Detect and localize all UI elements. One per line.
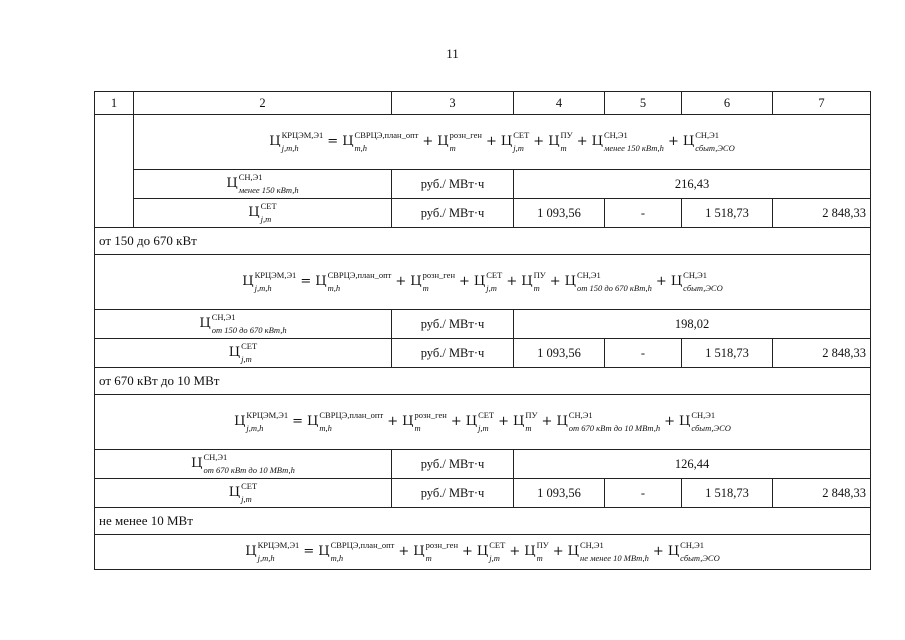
plus-sign: + (395, 274, 407, 290)
formula-cell (95, 535, 871, 570)
formula-term-6-symbol: Ц (679, 414, 691, 430)
equals-sign: = (292, 414, 304, 430)
formula-term-2 (410, 270, 455, 294)
formula-term-3-superscript: СЕТ (486, 270, 503, 281)
formula-term-2-subscript: m (425, 553, 432, 564)
section-label-row (95, 368, 871, 395)
formula-term-2-superscript: розн_ген (422, 270, 455, 281)
formula-lhs (234, 410, 289, 434)
formula-term-1-superscript: СВРЦЭ,план_опт (330, 540, 395, 551)
formula-term-3-symbol: Ц (500, 134, 513, 150)
formula-term-3-symbol: Ц (465, 414, 478, 430)
plus-sign: + (506, 274, 518, 290)
plus-sign: + (552, 544, 564, 560)
formula-term-1-symbol: Ц (307, 414, 319, 430)
formula-lhs-subscript: j,m,h (257, 553, 275, 564)
symbol-superscript: СН,Э1 (203, 452, 228, 463)
formula-term-5-symbol: Ц (567, 544, 579, 560)
header-cell-1: 1 (95, 92, 134, 115)
symbol: Ц (248, 204, 260, 220)
formula-term-6-superscript: СН,Э1 (691, 410, 716, 421)
formula-term-1-subscript: m,h (330, 553, 344, 564)
plus-sign: + (541, 414, 553, 430)
plus-sign: + (655, 274, 667, 290)
formula-lhs (245, 540, 300, 564)
equals-sign: = (327, 134, 339, 150)
formula-term-1-symbol: Ц (315, 274, 327, 290)
symbol-superscript: СН,Э1 (238, 172, 263, 183)
value-cell-4: 1 093,56 (514, 199, 605, 228)
formula-lhs-superscript: КРЦЭМ,Э1 (246, 410, 289, 421)
section-label: от 670 кВт до 10 МВт (95, 368, 871, 395)
symbol-subscript: от 670 кВт до 10 МВт,h (203, 465, 295, 475)
formula-lhs-superscript: КРЦЭМ,Э1 (281, 130, 324, 141)
formula-term-1 (307, 410, 384, 434)
formula-term-6-subscript: сбыт,ЭСО (691, 423, 731, 434)
formula-term-4-superscript: ПУ (525, 410, 538, 421)
formula-term-3 (500, 130, 530, 154)
header-cell-3: 3 (392, 92, 514, 115)
formula-term-6-symbol: Ц (670, 274, 683, 290)
symbol: Ц (228, 344, 241, 360)
formula-term-5-symbol: Ц (564, 274, 576, 290)
value-cell-5: - (605, 199, 682, 228)
formula-term-4-symbol: Ц (524, 544, 536, 560)
symbol-cell (95, 479, 392, 508)
section-label-row (95, 508, 871, 535)
formula-row (95, 395, 871, 450)
formula-term-2-symbol: Ц (413, 544, 425, 560)
symbol-subscript: от 150 до 670 кВт,h (211, 325, 287, 335)
formula-term-4 (513, 410, 538, 434)
formula-term-4-superscript: ПУ (536, 540, 549, 551)
formula-term-1-symbol: Ц (342, 134, 354, 150)
value-cell-6: 1 518,73 (682, 479, 773, 508)
equals-sign: = (300, 274, 312, 290)
formula-term-5-superscript: СН,Э1 (603, 130, 628, 141)
formula-term-4 (548, 130, 573, 154)
formula-term-5 (591, 130, 664, 154)
formula-term-4 (521, 270, 546, 294)
plus-sign: + (485, 134, 497, 150)
formula-term-5 (556, 410, 661, 434)
formula-term-5-superscript: СН,Э1 (576, 270, 601, 281)
symbol-cell (95, 310, 392, 339)
formula-term-6-subscript: сбыт,ЭСО (680, 553, 720, 564)
formula-term-3-symbol: Ц (473, 274, 486, 290)
unit-cell: руб./ МВт·ч (392, 199, 514, 228)
tariff-table (94, 91, 871, 570)
plus-sign: + (664, 414, 676, 430)
formula-term-1-subscript: m,h (319, 423, 332, 434)
plus-sign: + (667, 134, 679, 150)
section-label-row (95, 228, 871, 255)
formula-term-2-symbol: Ц (402, 414, 414, 430)
formula-term-3 (476, 540, 506, 564)
plus-sign: + (549, 274, 561, 290)
formula-term-1 (342, 130, 419, 154)
formula-term-4-symbol: Ц (548, 134, 560, 150)
formula-term-4-superscript: ПУ (560, 130, 573, 141)
page-number: 11 (446, 46, 459, 61)
formula-term-4-symbol: Ц (513, 414, 525, 430)
plus-sign: + (576, 134, 588, 150)
table-row (95, 170, 871, 199)
formula-term-3-subscript: j,m (486, 283, 497, 294)
value-cell-5: - (605, 479, 682, 508)
formula-term-5-superscript: СН,Э1 (568, 410, 593, 421)
formula-lhs (269, 130, 324, 154)
symbol-cell (134, 170, 392, 199)
formula-term-2-subscript: m (414, 423, 421, 434)
formula-term-4 (524, 540, 549, 564)
formula-term-3-superscript: СЕТ (478, 410, 495, 421)
formula-term-5-subscript: не менее 10 МВт,h (579, 553, 649, 564)
formula-term-2-superscript: розн_ген (449, 130, 482, 141)
table-row (95, 199, 871, 228)
table-row (95, 479, 871, 508)
formula-term-3-symbol: Ц (476, 544, 489, 560)
plus-sign: + (498, 414, 510, 430)
formula-term-6-superscript: СН,Э1 (680, 540, 704, 551)
formula-term-2 (413, 540, 458, 564)
value-cell-7: 2 848,33 (773, 199, 871, 228)
formula-term-3-subscript: j,m (478, 423, 489, 434)
formula-term-5 (564, 270, 652, 294)
formula-term-1-subscript: m,h (327, 283, 341, 294)
formula-term-5-symbol: Ц (556, 414, 568, 430)
value-cell-4: 1 093,56 (514, 339, 605, 368)
formula-term-3-subscript: j,m (489, 553, 500, 564)
symbol-superscript: СН,Э1 (211, 312, 236, 323)
symbol-subscript: j,m (241, 494, 252, 504)
header-row (95, 92, 871, 115)
formula-term-2 (402, 410, 447, 434)
header-cell-6: 6 (682, 92, 773, 115)
formula-term-2-symbol: Ц (437, 134, 449, 150)
formula-term-1 (318, 540, 395, 564)
formula-lhs-symbol: Ц (242, 274, 254, 290)
plus-sign: + (398, 544, 410, 560)
symbol-subscript: j,m (241, 354, 252, 364)
header-cell-7: 7 (773, 92, 871, 115)
formula-term-5 (567, 540, 649, 564)
formula-term-2-subscript: m (422, 283, 429, 294)
value-cell-6: 1 518,73 (682, 339, 773, 368)
symbol: Ц (191, 455, 203, 471)
formula-term-5-subscript: от 150 до 670 кВт,h (576, 283, 652, 294)
formula-term-1-superscript: СВРЦЭ,план_опт (354, 130, 419, 141)
formula-term-4-superscript: ПУ (533, 270, 546, 281)
formula-row (95, 535, 871, 570)
value-cell-4: 1 093,56 (514, 479, 605, 508)
unit-cell: руб./ МВт·ч (392, 450, 514, 479)
section-label: от 150 до 670 кВт (95, 228, 871, 255)
plus-sign: + (533, 134, 545, 150)
header-cell-2: 2 (134, 92, 392, 115)
formula-term-6 (670, 270, 723, 294)
equals-sign: = (303, 544, 315, 560)
formula-term-5-symbol: Ц (591, 134, 603, 150)
plus-sign: + (652, 544, 664, 560)
formula-term-6 (667, 540, 720, 564)
formula-cell (95, 395, 871, 450)
symbol-subscript: j,m (260, 214, 272, 224)
plus-sign: + (459, 274, 470, 290)
plus-sign: + (422, 134, 434, 150)
formula-cell (134, 115, 871, 170)
formula-term-3 (473, 270, 503, 294)
merged-value-cell: 198,02 (514, 310, 871, 339)
table-row (95, 450, 871, 479)
symbol-superscript: СЕТ (241, 341, 258, 352)
row-number-cell (95, 115, 134, 228)
formula-lhs-superscript: КРЦЭМ,Э1 (254, 270, 297, 281)
symbol-cell (95, 339, 392, 368)
formula-term-4-subscript: m (533, 283, 540, 294)
formula-lhs-subscript: j,m,h (281, 143, 299, 154)
formula-term-3-superscript: СЕТ (489, 540, 506, 551)
merged-value-cell: 126,44 (514, 450, 871, 479)
formula-term-4-subscript: m (560, 143, 567, 154)
formula-term-6-subscript: сбыт,ЭСО (683, 283, 723, 294)
symbol-cell (95, 450, 392, 479)
table-row (95, 339, 871, 368)
table-row (95, 310, 871, 339)
formula-row (95, 255, 871, 310)
formula-lhs-subscript: j,m,h (246, 423, 264, 434)
formula-lhs-symbol: Ц (234, 414, 246, 430)
unit-cell: руб./ МВт·ч (392, 339, 514, 368)
value-cell-6: 1 518,73 (682, 199, 773, 228)
value-cell-5: - (605, 339, 682, 368)
formula-term-4-subscript: m (525, 423, 532, 434)
formula-term-6 (679, 410, 731, 434)
formula-term-6-superscript: СН,Э1 (695, 130, 719, 141)
formula-lhs-subscript: j,m,h (254, 283, 272, 294)
formula-term-6-subscript: сбыт,ЭСО (695, 143, 735, 154)
formula-term-2-subscript: m (449, 143, 456, 154)
formula-term-1-subscript: m,h (354, 143, 368, 154)
plus-sign: + (387, 414, 399, 430)
symbol: Ц (228, 484, 241, 500)
symbol-superscript: СЕТ (241, 481, 258, 492)
formula-term-2-symbol: Ц (410, 274, 422, 290)
formula-term-2-superscript: розн_ген (414, 410, 447, 421)
formula-term-3-subscript: j,m (513, 143, 524, 154)
unit-cell: руб./ МВт·ч (392, 170, 514, 199)
plus-sign: + (450, 414, 462, 430)
plus-sign: + (462, 544, 473, 560)
formula-term-2-superscript: розн_ген (425, 540, 458, 551)
formula-term-3-superscript: СЕТ (513, 130, 530, 141)
formula-term-1-superscript: СВРЦЭ,план_опт (319, 410, 384, 421)
formula-row (95, 115, 871, 170)
symbol: Ц (226, 175, 238, 191)
symbol: Ц (199, 315, 211, 331)
section-label: не менее 10 МВт (95, 508, 871, 535)
formula-term-6-symbol: Ц (682, 134, 695, 150)
symbol-superscript: СЕТ (260, 201, 277, 212)
formula-lhs-symbol: Ц (269, 134, 281, 150)
formula-term-6-superscript: СН,Э1 (683, 270, 707, 281)
formula-lhs-superscript: КРЦЭМ,Э1 (257, 540, 300, 551)
formula-term-4-subscript: m (536, 553, 543, 564)
merged-value-cell: 216,43 (514, 170, 871, 199)
header-cell-4: 4 (514, 92, 605, 115)
formula-term-1-symbol: Ц (318, 544, 330, 560)
value-cell-7: 2 848,33 (773, 479, 871, 508)
formula-term-5-subscript: от 670 кВт до 10 МВт,h (568, 423, 661, 434)
value-cell-7: 2 848,33 (773, 339, 871, 368)
formula-term-3 (465, 410, 495, 434)
formula-term-5-subscript: менее 150 кВт,h (603, 143, 664, 154)
formula-term-1-superscript: СВРЦЭ,план_опт (327, 270, 392, 281)
formula-cell (95, 255, 871, 310)
formula-term-6-symbol: Ц (667, 544, 680, 560)
formula-term-5-superscript: СН,Э1 (579, 540, 604, 551)
plus-sign: + (509, 544, 521, 560)
symbol-cell (134, 199, 392, 228)
formula-lhs (242, 270, 297, 294)
formula-term-4-symbol: Ц (521, 274, 533, 290)
formula-term-1 (315, 270, 392, 294)
unit-cell: руб./ МВт·ч (392, 479, 514, 508)
formula-lhs-symbol: Ц (245, 544, 257, 560)
header-cell-5: 5 (605, 92, 682, 115)
symbol-subscript: менее 150 кВт,h (238, 185, 299, 195)
unit-cell: руб./ МВт·ч (392, 310, 514, 339)
formula-term-6 (682, 130, 735, 154)
formula-term-2 (437, 130, 482, 154)
